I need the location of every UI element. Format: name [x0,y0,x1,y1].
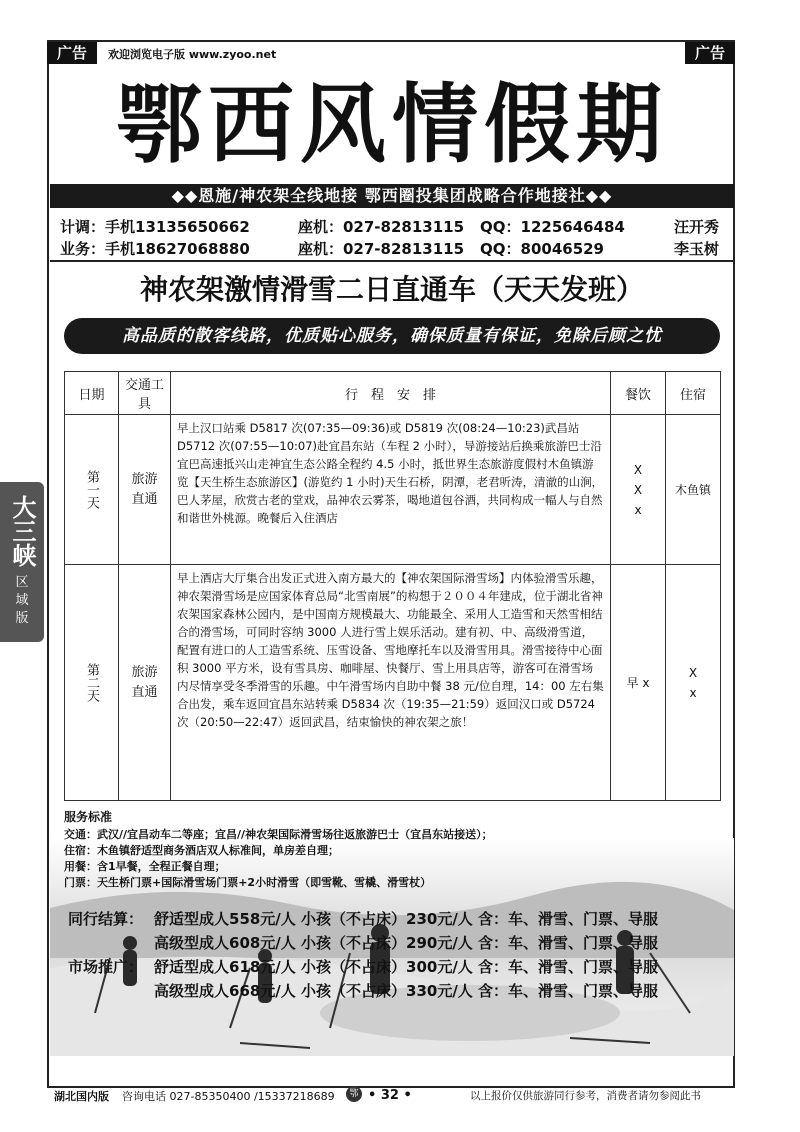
side-tab-main: 大三峡 [8,495,36,567]
header-meal: 餐饮 [611,372,666,415]
price-row: 舒适型成人618元/人 小孩（不占床）300元/人 含：车、滑雪、门票、导服 [154,958,659,976]
slogan-bar: 高品质的散客线路，优质贴心服务，确保质量有保证，免除后顾之忧 [64,318,720,354]
itinerary-table [64,371,721,801]
meal-cell: X X x [611,415,666,565]
schedule-cell: 早上酒店大厅集合出发正式进入南方最大的【神农架国际滑雪场】内体验滑雪乐趣，神农架滑雪场是应国家体育总局“北雪南展”的构想于２００４年建成，位于湖北省神农架国家森林公园内，是中国南方规模最大、功能最全、采用人工造雪和天然雪相结合的滑雪场，可同时容纳 3000 人进行雪上娱乐活动。建有初、中、高级滑雪道，配置有进口的人工造雪系统、压雪设备、雪地摩托车以及滑雪用具。滑雪接待中心面积 3000 平方米，设有雪具房、咖啡屋、快餐厅、雪上用具店等，游客可在滑雪场内尽情享受冬季滑雪的乐趣。中午滑雪场内自助中餐 38 元/位自理，14：00 左右集合出发，乘车返回宜昌东站转乘 D5834 次（19:35—21:59）返回汉口或 D5724 次（20:50—22:47）返回武昌，结束愉快的神农架之旅！ [171,565,611,801]
service-item: 交通：武汉//宜昌动车二等座；宜昌//神农架国际滑雪场往返旅游巴士（宜昌东站接送）； [64,828,493,841]
header-date: 日期 [65,372,119,415]
table-header-row [65,372,721,415]
service-item: 住宿：木鱼镇舒适型商务酒店双人标准间，单房差自理； [64,844,339,857]
contact-name: 李玉树 [674,240,720,258]
price-row: 高级型成人608元/人 小孩（不占床）290元/人 含：车、滑雪、门票、导服 [154,934,659,952]
market-price-label: 市场推广： [68,958,144,976]
tagline-bar: ◆◆恩施/神农架全线地接 鄂西圈投集团战略合作地接社◆◆ [50,184,734,208]
header-transport: 交通工具 [119,372,171,415]
side-tab-sub: 域 [15,593,29,608]
header-schedule: 行 程 安 排 [171,372,611,415]
site-url[interactable]: 欢迎浏览电子版 www.zyoo.net [108,48,277,61]
trade-price-label: 同行结算： [68,910,144,928]
contact-landline: 座机：027-82813115 [298,218,465,236]
ad-label-right: 广告 [685,42,735,64]
contact-role: 计调：手机13135650662 [60,218,250,236]
service-item: 用餐：含1早餐，全程正餐自理； [64,860,226,873]
service-item: 门票：天生桥门票+国际滑雪场门票+2小时滑雪（即雪靴、雪橇、滑雪杖） [64,876,432,889]
meal-cell: 早 x [611,565,666,801]
price-row: 高级型成人668元/人 小孩（不占床）330元/人 含：车、滑雪、门票、导服 [154,982,659,1000]
ad-label-left: 广告 [47,42,97,64]
price-row: 舒适型成人558元/人 小孩（不占床）230元/人 含：车、滑雪、门票、导服 [154,910,659,928]
transport-cell: 旅游直通 [119,415,171,565]
product-title: 神农架激情滑雪二日直通车（天天发班） [139,273,644,306]
service-heading: 服务标准 [64,810,113,824]
header-stay: 住宿 [666,372,721,415]
footer-badge-icon: 鄂 [346,1086,362,1102]
table-row [65,415,721,565]
day-cell: 第二天 [65,565,119,801]
contact-landline: 座机：027-82813115 [298,240,465,258]
schedule-cell: 早上汉口站乘 D5817 次(07:35—09:36)或 D5819 次(08:24—10:23)武昌站 D5712 次(07:55—10:07)赴宜昌东站（车程 2 小时），导游接站后换乘旅游巴士沿宜巴高速抵兴山走神宜生态公路全程约 4.5 小时，抵世界生态旅游度假村木鱼镇游览【天生桥生态旅游区】(游览约 1 小时)天生石桥，阴潭，老君听涛，清澈的山涧，巴人茅屋，欣赏古老的堂戏，品神农云雾茶，喝地道包谷酒，共同构成一幅人与自然和谐世外桃源。晚餐后入住酒店 [171,415,611,565]
stay-cell: 木鱼镇 [666,415,721,565]
stay-cell: X x [666,565,721,801]
page-title: 鄂西风情假期 [116,75,668,175]
side-tab-sub: 版 [15,611,29,626]
contact-qq: QQ：1225646484 [480,218,625,236]
table-row [65,565,721,801]
transport-cell: 旅游直通 [119,565,171,801]
footer-note: 以上报价仅供旅游同行参考，消费者请勿参阅此书 [470,1090,701,1102]
footer-phone: 咨询电话 027-85350400 /15337218689 [122,1090,335,1103]
day-cell: 第一天 [65,415,119,565]
contact-name: 汪开秀 [674,218,720,236]
divider [50,260,734,262]
contact-qq: QQ：80046529 [480,240,604,258]
side-tab-sub: 区 [15,575,29,590]
region-side-tab [0,482,44,642]
contact-role: 业务：手机18627068880 [60,240,250,258]
page-number: • 32 • [368,1088,412,1103]
footer-edition: 湖北国内版 [54,1090,109,1103]
